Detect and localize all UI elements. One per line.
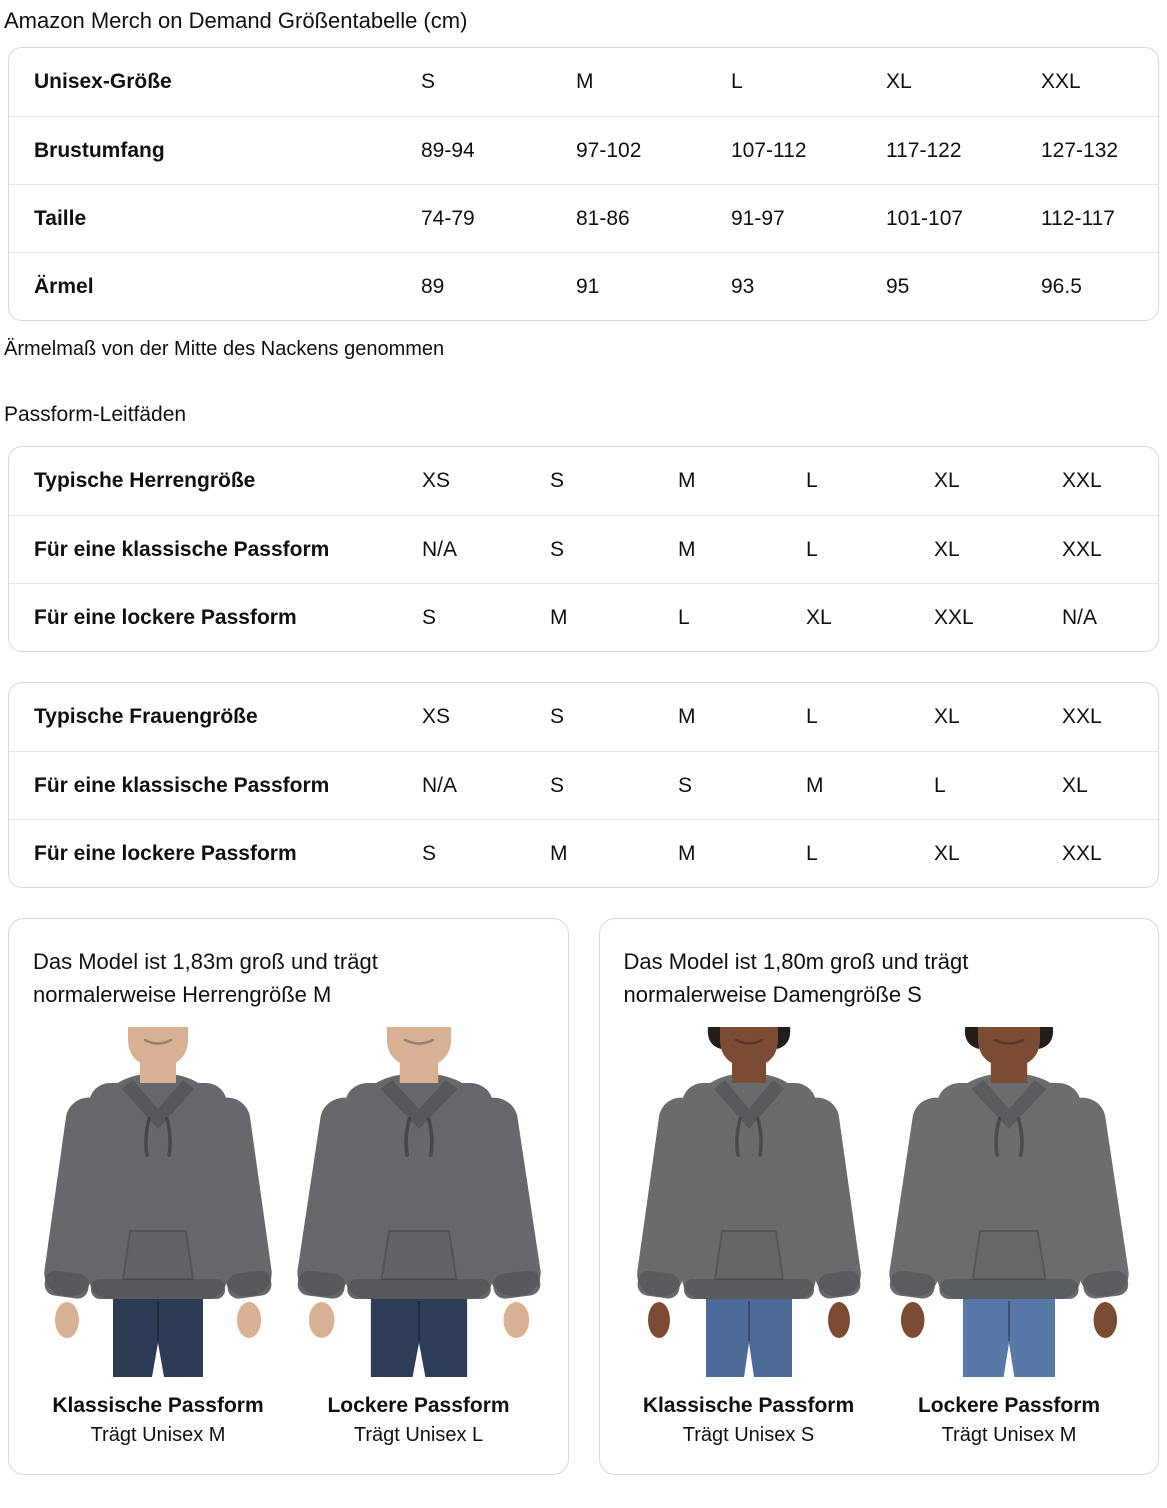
mens-fit-table [8,446,1159,652]
figure-caption [624,1391,874,1450]
cell-value: M [678,537,696,561]
figure-caption [294,1391,544,1450]
figure-caption [33,1391,283,1450]
cell-value: M [678,705,696,728]
fit-guides-heading: Passform-Leitfäden [4,403,187,426]
cell-value: XS [422,469,451,492]
cell-value: XL [934,537,960,561]
cell-value: 74-79 [421,206,475,230]
row-label: Taille [34,206,87,230]
cell-value: L [678,605,690,629]
cell-value: S [421,70,436,93]
page-title: Amazon Merch on Demand Größentabelle (cm) [4,8,468,33]
table-row [9,751,1158,819]
cell-value: S [550,773,565,797]
hem [939,1279,1078,1299]
cell-value: 89-94 [421,138,475,162]
row-label: Unisex-Größe [34,70,172,93]
cell-value: L [806,537,818,561]
cell-value: XS [422,705,451,728]
figures-row [33,1027,544,1450]
table-row [9,819,1158,887]
cell-value: S [550,469,565,492]
cell-value: N/A [1062,605,1098,629]
cell-value: XL [934,469,960,492]
hem [91,1279,225,1299]
womens-model-card [599,918,1160,1475]
fit-subtitle: Trägt Unisex L [353,1424,484,1447]
cell-value: 96.5 [1041,274,1082,298]
fit-subtitle: Trägt Unisex M [941,1424,1077,1447]
table-row [9,683,1158,751]
hoodie-model-photo [884,1027,1134,1377]
table-row [9,48,1158,116]
fit-title: Klassische Passform [642,1394,855,1417]
fit-subtitle: Trägt Unisex M [90,1424,226,1447]
cell-value: L [731,70,743,93]
table-row [9,583,1158,651]
cell-value: 127-132 [1041,138,1119,162]
cell-value: L [934,773,946,797]
cell-value: 81-86 [576,206,630,230]
cell-value: XL [934,841,960,865]
cell-value: 91-97 [731,206,785,230]
table-row [9,447,1158,515]
unisex-size-table [8,47,1159,321]
cell-value: 95 [886,274,910,298]
hoodie-model-photo [624,1027,874,1377]
model-figure-classic [33,1027,283,1450]
cell-value: XL [1062,773,1088,797]
hoodie-model-photo [294,1027,544,1377]
cell-value: L [806,841,818,865]
cell-value: 101-107 [886,206,964,230]
row-label: Brustumfang [34,138,165,162]
row-label: Typische Herrengröße [34,469,256,492]
fit-subtitle: Trägt Unisex S [682,1424,815,1447]
table-row [9,116,1158,184]
hoodie-model-photo [33,1027,283,1377]
hem [684,1279,814,1299]
cell-value: XXL [1062,705,1102,728]
row-label: Für eine klassische Passform [34,773,330,797]
row-label: Für eine lockere Passform [34,605,297,629]
womens-fit-table [8,682,1159,888]
sleeve-measure-note: Ärmelmaß von der Mitte des Nackens genommen [4,338,445,360]
fit-title: Klassische Passform [52,1394,264,1417]
cell-value: M [550,605,568,629]
figures-row [624,1027,1135,1450]
cell-value: M [550,841,568,865]
cell-value: 107-112 [731,138,807,162]
table-row [9,252,1158,320]
cell-value: L [806,705,818,728]
size-chart-page [0,8,1167,1475]
row-label: Ärmel [34,274,94,298]
cell-value: XXL [934,605,974,629]
model-figure-loose [884,1027,1134,1450]
model-description: Das Model ist 1,83m groß und trägt normalerweise Herrengröße M [33,949,378,1007]
model-figure-loose [294,1027,544,1450]
cell-value: 91 [576,274,600,298]
table-row [9,184,1158,252]
cell-value: 93 [731,274,755,298]
cell-value: XL [886,70,912,93]
cell-value: XXL [1062,841,1102,865]
model-figure-classic [624,1027,874,1450]
cell-value: XXL [1041,70,1081,93]
cell-value: M [678,469,696,492]
cell-value: L [806,469,818,492]
cell-value: S [550,705,565,728]
row-label: Für eine klassische Passform [34,537,330,561]
cell-value: XXL [1062,537,1102,561]
cell-value: 112-117 [1041,206,1115,230]
figure-caption [884,1391,1134,1450]
model-description: Das Model ist 1,80m groß und trägt normalerweise Damengröße S [623,949,969,1007]
hem [347,1279,490,1299]
cell-value: M [806,773,824,797]
row-label: Typische Frauengröße [34,705,258,728]
cell-value: S [678,773,693,797]
cell-value: N/A [422,537,458,561]
cell-value: N/A [422,773,458,797]
cell-value: 117-122 [886,138,962,162]
cell-value: S [422,841,437,865]
fit-title: Lockere Passform [917,1394,1101,1417]
row-label: Für eine lockere Passform [34,841,297,865]
cell-value: M [678,841,696,865]
table-row [9,515,1158,583]
model-cards-row [8,918,1159,1475]
cell-value: 89 [421,274,445,298]
fit-title: Lockere Passform [327,1394,510,1417]
cell-value: XXL [1062,469,1102,492]
cell-value: 97-102 [576,138,642,162]
cell-value: M [576,70,594,93]
cell-value: XL [934,705,960,728]
mens-model-card [8,918,569,1475]
cell-value: S [422,605,437,629]
cell-value: XL [806,605,832,629]
cell-value: S [550,537,565,561]
